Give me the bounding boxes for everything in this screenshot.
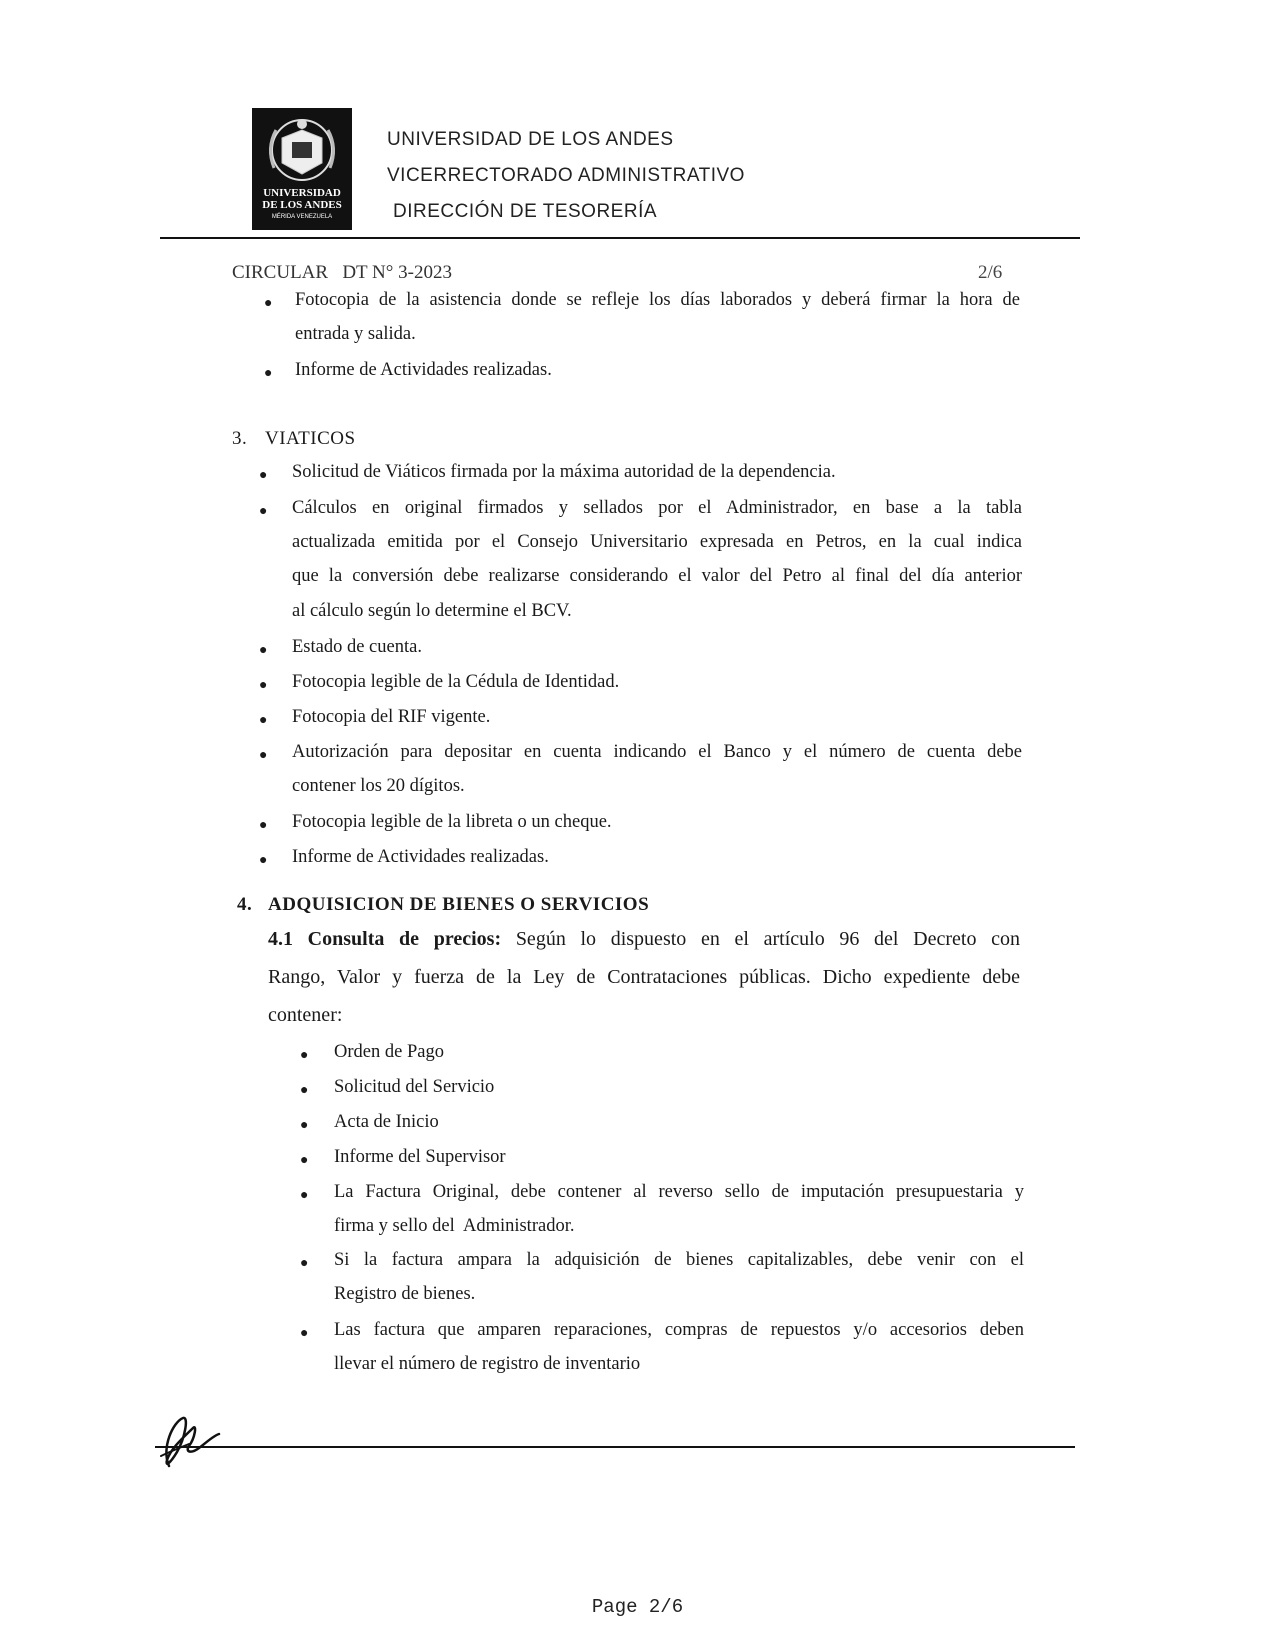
top-bullet-1-line-1: Fotocopia de la asistencia donde se refleje los días laborados y deberá firmar la hora de [295,290,1020,310]
section-4-bullet-4: Informe del Supervisor [334,1147,506,1167]
section-3-bullet-5: Fotocopia del RIF vigente. [292,707,491,727]
bullet-dot: ● [259,713,268,728]
section-4-title: ADQUISICION DE BIENES O SERVICIOS [268,894,650,915]
section-4-bullet-1: Orden de Pago [334,1042,444,1062]
header-direccion: DIRECCIÓN DE TESORERÍA [393,201,658,222]
circular-page-number: 2/6 [978,262,1003,283]
section-3-number: 3. [232,428,248,449]
bullet-dot: ● [259,853,268,868]
section-4-bullet-5-line-2: firma y sello del Administrador. [334,1216,575,1236]
coat-of-arms-icon [252,108,352,230]
section-3-bullet-2-line-2: actualizada emitida por el Consejo Universitario expresada en Petros, en la cual indica [292,532,1022,552]
section-3-bullet-4: Fotocopia legible de la Cédula de Identidad. [292,672,620,692]
logo-text-2: DE LOS ANDES [262,199,342,211]
section-3-bullet-6-line-1: Autorización para depositar en cuenta indicando el Banco y el número de cuenta debe [292,742,1022,762]
bullet-dot: ● [300,1083,309,1098]
bullet-dot: ● [259,818,268,833]
bullet-dot: ● [300,1048,309,1063]
section-3-bullet-7: Fotocopia legible de la libreta o un cheque. [292,812,612,832]
bullet-dot: ● [259,504,268,519]
top-bullet-2: Informe de Actividades realizadas. [295,360,552,380]
section-4-bullet-3: Acta de Inicio [334,1112,439,1132]
bullet-dot: ● [259,678,268,693]
section-4-bullet-5-line-1: La Factura Original, debe contener al reverso sello de imputación presupuestaria y [334,1182,1024,1202]
section-3-bullet-1: Solicitud de Viáticos firmada por la máxima autoridad de la dependencia. [292,462,836,482]
section-4-number: 4. [237,894,253,915]
section-3-bullet-3: Estado de cuenta. [292,637,422,657]
header-university: UNIVERSIDAD DE LOS ANDES [387,129,674,150]
section-3-bullet-2-line-4: al cálculo según lo determine el BCV. [292,601,572,621]
footer-rule [155,1446,1075,1448]
top-bullet-1-line-2: entrada y salida. [295,324,416,344]
institution-header [387,122,745,230]
section-4-1-line-1 [268,928,1020,951]
university-logo [252,108,352,230]
logo-text-1: UNIVERSIDAD [263,187,341,199]
section-4-1-text-1: Según lo dispuesto en el artículo 96 del Decreto con [515,928,1021,950]
section-4-bullet-7-line-1: Las factura que amparen reparaciones, compras de repuestos y/o accesorios deben [334,1320,1024,1340]
handwritten-signature [155,1408,225,1478]
bullet-dot: ● [300,1118,309,1133]
circular-reference: CIRCULAR DT N° 3-2023 [232,262,452,283]
bullet-dot: ● [259,468,268,483]
header-rule [160,237,1080,239]
section-4-bullet-6-line-1: Si la factura ampara la adquisición de bienes capitalizables, debe venir con el [334,1250,1024,1270]
bullet-dot: ● [300,1256,309,1271]
section-4-1-line-2: Rango, Valor y fuerza de la Ley de Contrataciones públicas. Dicho expediente debe [268,966,1020,988]
section-4-bullet-2: Solicitud del Servicio [334,1077,495,1097]
section-4-bullet-6-line-2: Registro de bienes. [334,1284,476,1304]
bullet-dot: ● [264,296,273,311]
bullet-dot: ● [259,748,268,763]
bullet-dot: ● [300,1188,309,1203]
bullet-dot: ● [300,1326,309,1341]
section-3-bullet-8: Informe de Actividades realizadas. [292,847,549,867]
section-3-bullet-2-line-3: que la conversión debe realizarse considerando el valor del Petro al final del día anterior [292,566,1022,586]
bullet-dot: ● [259,643,268,658]
bullet-dot: ● [300,1153,309,1168]
page-footer: Page 2/6 [591,1596,684,1618]
bullet-dot: ● [264,366,273,381]
logo-text-3: MÉRIDA VENEZUELA [271,214,333,220]
section-3-title: VIATICOS [265,428,356,449]
section-4-1-line-3: contener: [268,1004,343,1026]
section-4-bullet-7-line-2: llevar el número de registro de inventario [334,1354,641,1374]
header-vicerrectorado: VICERRECTORADO ADMINISTRATIVO [387,165,745,186]
section-3-bullet-6-line-2: contener los 20 dígitos. [292,776,465,796]
section-4-1-label: 4.1 Consulta de precios: [268,928,502,950]
section-3-bullet-2-line-1: Cálculos en original firmados y sellados por el Administrador, en base a la tabla [292,498,1022,518]
